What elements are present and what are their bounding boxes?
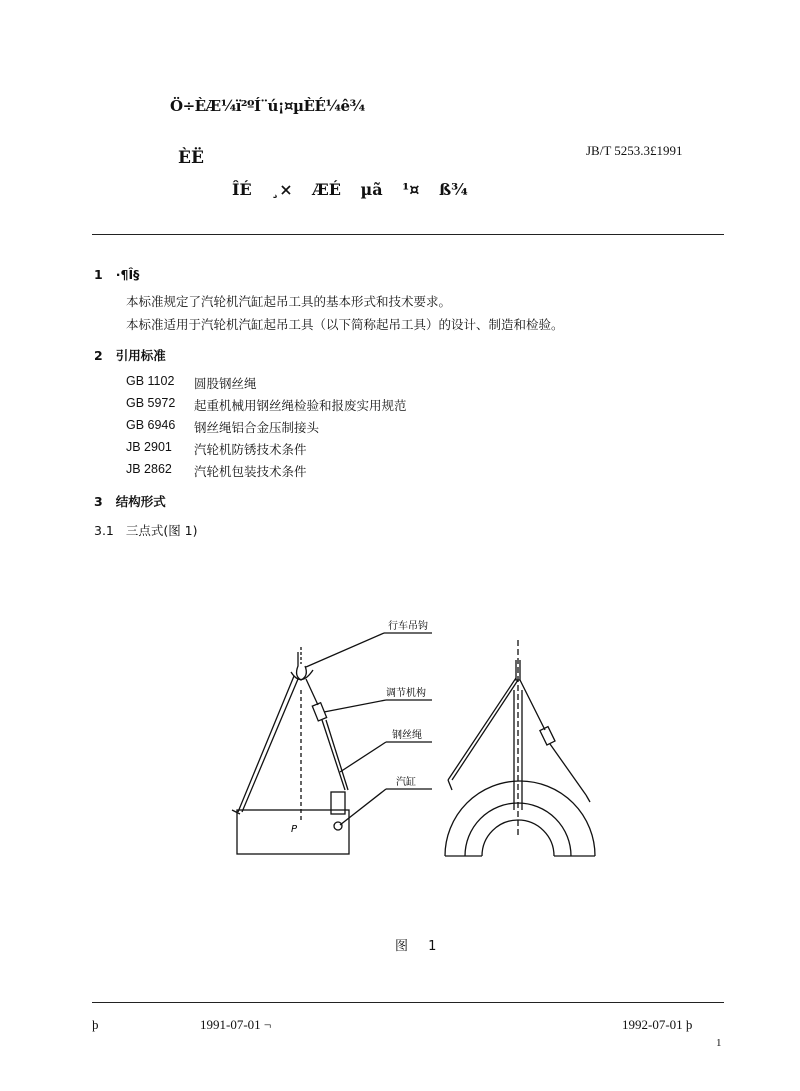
wire-rope-left bbox=[238, 676, 294, 812]
scope-paragraph: 本标准适用于汽轮机汽缸起吊工具（以下简称起吊工具）的设计、制造和检验。 bbox=[126, 317, 564, 332]
reference-code: JB 2901 bbox=[126, 440, 172, 454]
subsection-title: 三点式(图 1) bbox=[125, 523, 198, 538]
reference-code: GB 6946 bbox=[126, 418, 176, 432]
standard-title-line2: ÎÉ ¸× ÆÉ µã ¹¤ ß¾ bbox=[232, 180, 468, 199]
reference-title: 汽轮机包装技术条件 bbox=[194, 464, 307, 479]
wire-rope-right-lower bbox=[322, 720, 345, 790]
label-wire-rope: 钢丝绳 bbox=[392, 730, 422, 741]
casing-outer-arc bbox=[445, 781, 595, 856]
section-number: 1 bbox=[94, 267, 103, 282]
rope-end bbox=[448, 780, 452, 790]
publisher-header: Ö÷ÈÆ¼ï²ºÍ¨ú¡¤µÈÉ¼ê¾ bbox=[170, 97, 365, 115]
reference-code: GB 1102 bbox=[126, 374, 175, 388]
lifting-lug bbox=[331, 792, 345, 814]
wire-rope-left-front bbox=[448, 678, 516, 780]
reference-title: 汽轮机防锈技术条件 bbox=[194, 442, 307, 457]
wire-rope-right-upper bbox=[306, 679, 318, 705]
rope-end bbox=[586, 795, 590, 802]
section-title: 引用标准 bbox=[115, 348, 166, 363]
figure-caption: 图 1 bbox=[395, 939, 437, 954]
adjuster-body-front bbox=[540, 727, 555, 745]
leader-line bbox=[340, 789, 386, 825]
leader-line bbox=[340, 742, 386, 772]
reference-title: 圆股钢丝绳 bbox=[194, 376, 257, 391]
wire-rope-left bbox=[242, 679, 298, 812]
wire-rope-left-front bbox=[452, 680, 518, 780]
footer-publisher: þ bbox=[92, 1017, 99, 1032]
standard-number: JB/T 5253.3£1991 bbox=[586, 143, 683, 158]
label-crane-hook: 行车吊钩 bbox=[388, 621, 428, 632]
section-title: 结构形式 bbox=[115, 494, 166, 509]
subsection-number: 3.1 bbox=[94, 523, 114, 538]
wire-rope-right-front bbox=[550, 744, 586, 795]
page-number: 1 bbox=[716, 1037, 722, 1049]
leader-line bbox=[324, 700, 386, 712]
section-number: 3 bbox=[94, 494, 103, 509]
scope-paragraph: 本标准规定了汽轮机汽缸起吊工具的基本形式和技术要求。 bbox=[126, 294, 452, 309]
leader-line bbox=[306, 633, 384, 667]
reference-code: GB 5972 bbox=[126, 396, 176, 410]
label-adjuster: 调节机构 bbox=[386, 688, 426, 699]
lug-hole bbox=[334, 822, 342, 830]
wire-rope-right-lower bbox=[326, 720, 348, 790]
standard-title-line1: ÈË bbox=[178, 148, 204, 168]
crane-hook bbox=[297, 652, 307, 680]
section-number: 2 bbox=[94, 348, 103, 363]
wire-rope-right-front bbox=[520, 680, 545, 730]
reference-title: 起重机械用钢丝绳检验和报废实用规范 bbox=[194, 398, 407, 413]
section-title: ·¶Î§ bbox=[115, 267, 140, 282]
label-cylinder: 汽缸 bbox=[396, 777, 416, 788]
issue-date: 1991-07-01 ¬ bbox=[200, 1017, 272, 1032]
footer-rule bbox=[92, 1002, 724, 1003]
implement-date: 1992-07-01 þ bbox=[622, 1017, 693, 1032]
reference-code: JB 2862 bbox=[126, 462, 172, 476]
hook-ring bbox=[291, 670, 313, 680]
reference-title: 钢丝绳铝合金压制接头 bbox=[194, 420, 320, 435]
label-p: P bbox=[291, 824, 298, 835]
